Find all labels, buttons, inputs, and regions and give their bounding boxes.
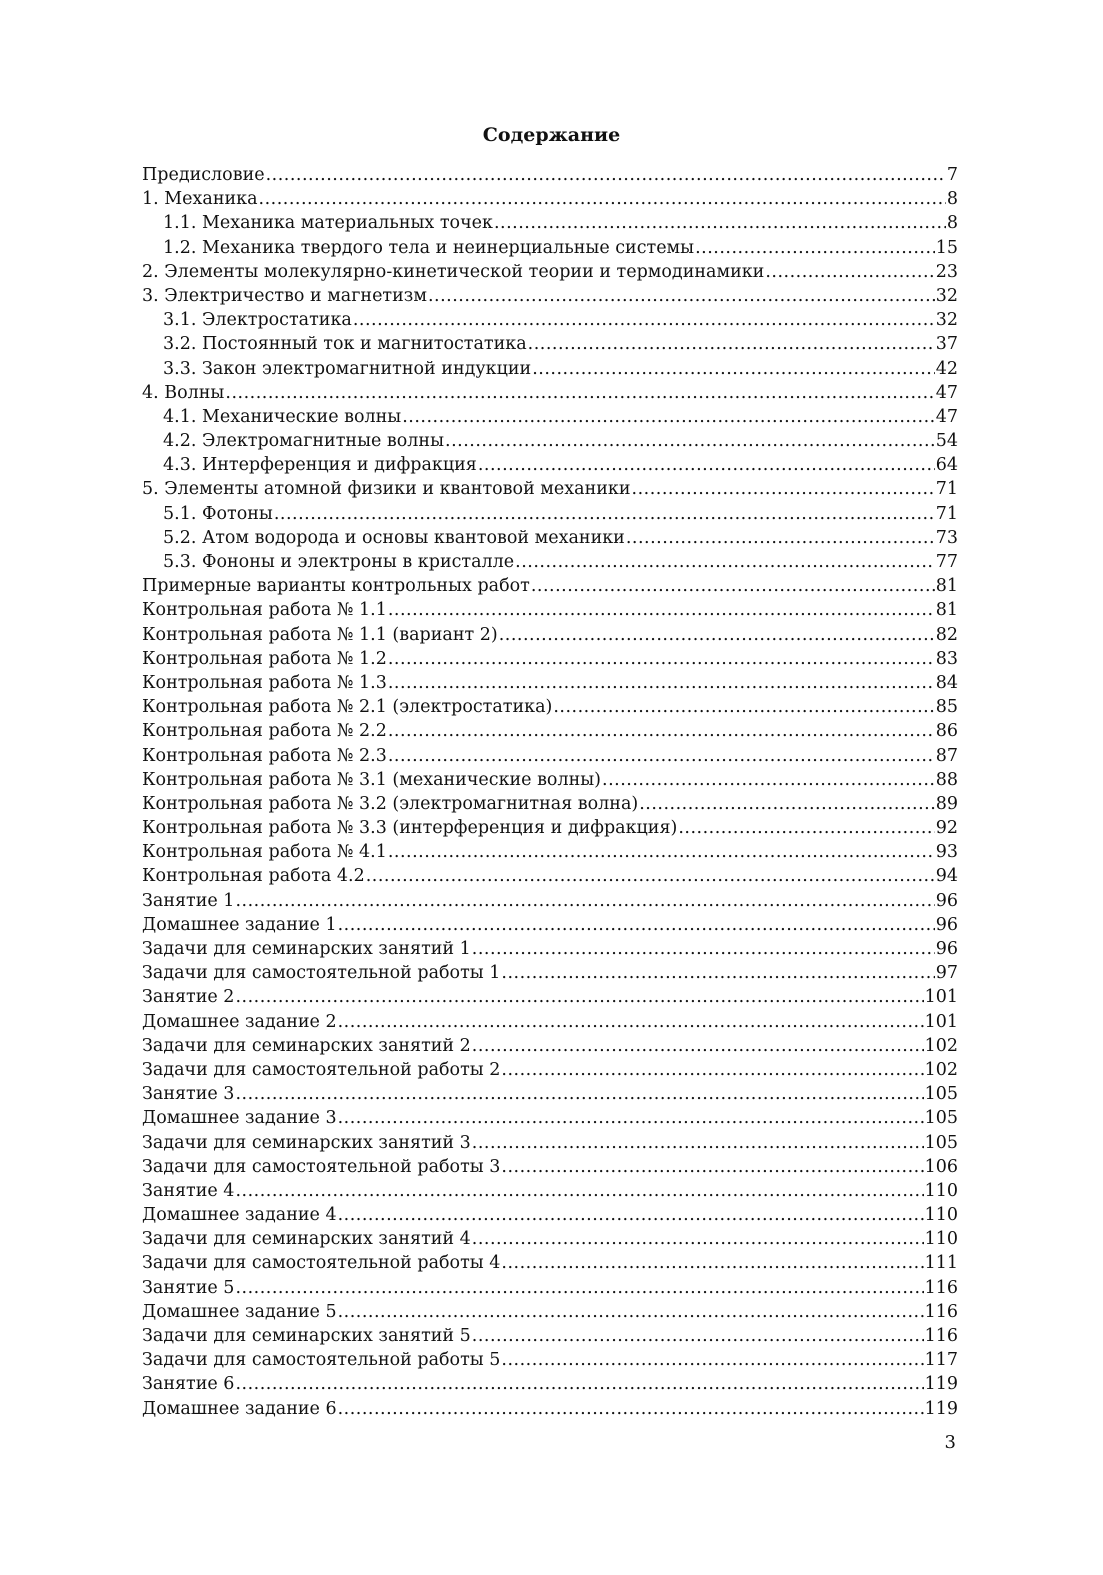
toc-entry-page: 94 — [935, 866, 958, 887]
toc-entry-label: 1. Механика — [142, 189, 258, 210]
dot-leader — [472, 1227, 924, 1251]
toc-entry-label: 5.2. Атом водорода и основы квантовой механики — [163, 527, 625, 548]
toc-entry-label: Задачи для семинарских занятий 5 — [142, 1326, 471, 1346]
dot-leader — [388, 744, 935, 768]
toc-entry[interactable] — [142, 1082, 958, 1106]
toc-entry[interactable] — [142, 357, 958, 381]
toc-entry-label: Задачи для самостоятельной работы 3 — [142, 1156, 501, 1177]
dot-leader — [235, 1372, 923, 1396]
toc-entry[interactable] — [142, 332, 958, 356]
toc-entry[interactable] — [142, 768, 958, 792]
toc-entry-page: 83 — [935, 648, 958, 669]
toc-entry-page: 8 — [946, 213, 958, 234]
toc-entry-page: 23 — [935, 261, 958, 282]
toc-entry-page: 116 — [924, 1277, 958, 1298]
dot-leader — [338, 913, 935, 937]
toc-entry-label: Предисловие — [142, 165, 265, 185]
toc-entry-label: 3.3. Закон электромагнитной индукции — [163, 358, 532, 379]
toc-entry-label: Домашнее задание 2 — [142, 1011, 337, 1032]
toc-entry[interactable] — [142, 1058, 958, 1082]
toc-entry-page: 37 — [935, 334, 958, 355]
toc-entry-page: 32 — [935, 285, 958, 306]
toc-entry-label: 3.2. Постоянный ток и магнитостатика — [163, 334, 527, 355]
toc-entry[interactable] — [142, 284, 958, 308]
toc-entry[interactable] — [142, 1131, 958, 1155]
toc-entry[interactable] — [142, 236, 958, 260]
toc-entry-page: 8 — [946, 189, 958, 210]
toc-entry-label: Контрольная работа № 1.1 — [142, 600, 387, 621]
toc-entry-label: Занятие 4 — [142, 1180, 235, 1201]
toc-entry-page: 110 — [924, 1229, 958, 1250]
toc-entry-label: Контрольная работа № 3.3 (интерференция и дифракция) — [142, 818, 678, 839]
dot-leader — [338, 1010, 924, 1034]
dot-leader — [338, 1300, 924, 1324]
dot-leader — [353, 308, 935, 332]
toc-entry-page: 96 — [935, 914, 958, 935]
toc-entry-page: 110 — [924, 1205, 958, 1226]
dot-leader — [626, 526, 935, 550]
toc-entry-label: Контрольная работа № 1.2 — [142, 648, 387, 669]
toc-entry[interactable] — [142, 550, 958, 574]
toc-entry-label: Задачи для семинарских занятий 4 — [142, 1229, 471, 1250]
dot-leader — [472, 1324, 924, 1348]
toc-entry-page: 42 — [935, 358, 958, 379]
toc-entry[interactable] — [142, 913, 958, 937]
toc-entry-label: Контрольная работа № 4.1 — [142, 842, 387, 863]
toc-entry-label: Занятие 2 — [142, 987, 235, 1008]
toc-entry[interactable] — [142, 453, 958, 477]
toc-entry-label: Занятие 1 — [142, 890, 235, 911]
toc-entry-page: 101 — [924, 1011, 958, 1032]
dot-leader — [602, 768, 935, 792]
toc-entry[interactable] — [142, 211, 958, 235]
dot-leader — [388, 598, 935, 622]
dot-leader — [632, 477, 935, 501]
toc-entry-label: 3. Электричество и магнетизм — [142, 285, 427, 306]
dot-leader — [494, 211, 946, 235]
toc-entry[interactable] — [142, 1348, 958, 1372]
toc-entry-label: Домашнее задание 5 — [142, 1301, 337, 1322]
dot-leader — [472, 937, 935, 961]
toc-entry-page: 32 — [935, 310, 958, 331]
toc-entry-page: 77 — [935, 552, 958, 572]
toc-entry[interactable] — [142, 1251, 958, 1275]
dot-leader — [639, 792, 934, 816]
toc-entry-label: Контрольная работа № 1.1 (вариант 2) — [142, 624, 498, 645]
toc-entry-label: Задачи для семинарских занятий 2 — [142, 1035, 471, 1056]
toc-entry-label: 5. Элементы атомной физики и квантовой механики — [142, 479, 631, 500]
toc-entry[interactable] — [142, 792, 958, 816]
dot-leader — [235, 985, 923, 1009]
toc-entry-page: 81 — [935, 600, 958, 621]
toc-entry-label: Занятие 3 — [142, 1084, 235, 1105]
dot-leader — [259, 187, 946, 211]
dot-leader — [338, 1203, 924, 1227]
toc-entry-page: 111 — [924, 1253, 958, 1274]
toc-entry-page: 88 — [935, 769, 958, 790]
dot-leader — [428, 284, 935, 308]
toc-entry-label: 4.1. Механические волны — [163, 406, 402, 427]
dot-leader — [402, 405, 935, 429]
dot-leader — [235, 1179, 923, 1203]
toc-entry[interactable] — [142, 1300, 958, 1324]
dot-leader — [388, 647, 935, 671]
toc-entry[interactable] — [142, 816, 958, 840]
toc-entry[interactable] — [142, 429, 958, 453]
toc-entry-label: Домашнее задание 4 — [142, 1205, 337, 1226]
toc-entry-page: 54 — [935, 431, 958, 452]
dot-leader — [388, 840, 935, 864]
dot-leader — [501, 1058, 923, 1082]
toc-entry[interactable] — [142, 695, 958, 719]
toc-entry-label: Примерные варианты контрольных работ — [142, 576, 530, 597]
dot-leader — [695, 236, 935, 260]
dot-leader — [445, 429, 935, 453]
toc-entry[interactable] — [142, 260, 958, 284]
toc-entry-page: 101 — [924, 987, 958, 1008]
toc-entry[interactable] — [142, 961, 958, 985]
toc-entry-page: 86 — [935, 721, 958, 742]
toc-entry-page: 87 — [935, 745, 958, 766]
toc-entry[interactable] — [142, 308, 958, 332]
toc-entry-page: 81 — [935, 576, 958, 597]
dot-leader — [388, 671, 935, 695]
toc-entry-page: 85 — [935, 697, 958, 718]
dot-leader — [274, 502, 935, 526]
dot-leader — [528, 332, 935, 356]
toc-entry-page: 106 — [924, 1156, 958, 1177]
dot-leader — [266, 163, 946, 187]
page-title: Содержание — [482, 124, 621, 146]
toc-entry-page: 105 — [924, 1108, 958, 1129]
toc-entry-label: 3.1. Электростатика — [163, 310, 352, 331]
toc-entry[interactable] — [142, 1372, 958, 1396]
dot-leader — [472, 1131, 924, 1155]
toc-entry-label: Задачи для самостоятельной работы 1 — [142, 963, 501, 984]
toc-entry-page: 47 — [935, 382, 958, 403]
toc-entry-label: Занятие 6 — [142, 1374, 235, 1395]
toc-entry[interactable] — [142, 1203, 958, 1227]
dot-leader — [225, 381, 934, 405]
dot-leader — [501, 1348, 923, 1372]
dot-leader — [366, 864, 935, 888]
toc-entry-label: Домашнее задание 3 — [142, 1108, 337, 1129]
toc-entry[interactable] — [142, 623, 958, 647]
dot-leader — [501, 1155, 923, 1179]
toc-entry-page: 105 — [924, 1084, 958, 1105]
toc-entry-page: 102 — [924, 1059, 958, 1080]
dot-leader — [531, 574, 935, 598]
toc-entry[interactable] — [142, 1010, 958, 1034]
toc-entry[interactable] — [142, 1106, 958, 1130]
toc-entry-label: 1.1. Механика материальных точек — [163, 213, 493, 234]
toc-entry[interactable] — [142, 163, 958, 187]
toc-entry[interactable] — [142, 1155, 958, 1179]
toc-entry-page: 15 — [935, 237, 958, 258]
toc-entry-page: 119 — [924, 1374, 958, 1395]
dot-leader — [235, 1082, 923, 1106]
toc-entry-page: 47 — [935, 406, 958, 427]
page-number: 3 — [944, 1432, 956, 1453]
toc-entry-page: 82 — [935, 624, 958, 645]
toc-entry[interactable] — [142, 1276, 958, 1300]
toc-entry-page: 71 — [935, 503, 958, 524]
toc-entry-label: Контрольная работа № 1.3 — [142, 672, 387, 693]
toc-entry[interactable] — [142, 477, 958, 501]
toc-entry[interactable] — [142, 405, 958, 429]
toc-entry-page: 64 — [935, 455, 958, 476]
dot-leader — [338, 1106, 924, 1130]
dot-leader — [501, 961, 934, 985]
toc-entry-label: Задачи для семинарских занятий 3 — [142, 1132, 471, 1153]
toc-entry-page: 89 — [935, 793, 958, 814]
toc-entry[interactable] — [142, 574, 958, 598]
toc-entry-label: Контрольная работа № 2.2 — [142, 721, 387, 742]
toc-entry[interactable] — [142, 381, 958, 405]
toc-entry-page: 96 — [935, 939, 958, 959]
toc-entry-page: 7 — [946, 165, 958, 185]
toc-entry-page: 110 — [924, 1180, 958, 1201]
toc-entry-label: Задачи для самостоятельной работы 4 — [142, 1253, 501, 1274]
dot-leader — [478, 453, 935, 477]
dot-leader — [338, 1397, 924, 1421]
toc-entry[interactable] — [142, 526, 958, 550]
toc-entry-label: Контрольная работа № 3.2 (электромагнитная волна) — [142, 793, 639, 814]
toc-entry[interactable] — [142, 937, 958, 961]
toc-entry[interactable] — [142, 1397, 958, 1421]
toc-entry[interactable] — [142, 1227, 958, 1251]
toc-entry-page: 119 — [924, 1398, 958, 1419]
dot-leader — [501, 1251, 923, 1275]
toc-entry-page: 97 — [935, 963, 958, 984]
toc-entry-page: 102 — [924, 1035, 958, 1056]
toc-entry[interactable] — [142, 502, 958, 526]
dot-leader — [765, 260, 934, 284]
toc-entry[interactable] — [142, 840, 958, 864]
toc-entry-page: 84 — [935, 672, 958, 693]
dot-leader — [235, 1276, 923, 1300]
toc-entry[interactable] — [142, 985, 958, 1009]
toc-entry-label: Задачи для самостоятельной работы 2 — [142, 1059, 501, 1080]
dot-leader — [499, 623, 935, 647]
dot-leader — [553, 695, 934, 719]
toc-entry-label: Задачи для самостоятельной работы 5 — [142, 1350, 501, 1371]
toc-entry-page: 71 — [935, 479, 958, 500]
toc-entry[interactable] — [142, 744, 958, 768]
toc-entry[interactable] — [142, 647, 958, 671]
toc-entry-label: 4.3. Интерференция и дифракция — [163, 455, 477, 476]
toc-entry[interactable] — [142, 671, 958, 695]
toc-entry-label: Контрольная работа № 3.1 (механические волны) — [142, 769, 602, 790]
toc-entry[interactable] — [142, 598, 958, 622]
dot-leader — [678, 816, 934, 840]
toc-entry[interactable] — [142, 719, 958, 743]
toc-entry-page: 105 — [924, 1132, 958, 1153]
toc-entry-label: Занятие 5 — [142, 1277, 235, 1298]
toc-entry-label: 1.2. Механика твердого тела и неинерциальные системы — [163, 237, 695, 258]
toc-entry-page: 73 — [935, 527, 958, 548]
dot-leader — [388, 719, 935, 743]
toc-entry-label: 5.1. Фотоны — [163, 503, 273, 524]
toc-entry-page: 92 — [935, 818, 958, 839]
toc-entry-label: 2. Элементы молекулярно-кинетической теории и термодинамики — [142, 261, 765, 282]
toc-entry-label: Контрольная работа № 2.3 — [142, 745, 387, 766]
toc-entry[interactable] — [142, 864, 958, 888]
toc-entry-label: 4. Волны — [142, 382, 225, 403]
dot-leader — [472, 1034, 924, 1058]
toc-entry[interactable] — [142, 187, 958, 211]
table-of-contents — [142, 163, 958, 1421]
toc-entry-page: 116 — [924, 1326, 958, 1346]
toc-entry-label: Домашнее задание 6 — [142, 1398, 337, 1419]
toc-entry-label: Домашнее задание 1 — [142, 914, 337, 935]
toc-entry-page: 116 — [924, 1301, 958, 1322]
toc-entry-label: Задачи для семинарских занятий 1 — [142, 939, 471, 959]
toc-entry-label: Контрольная работа № 2.1 (электростатика) — [142, 697, 553, 718]
toc-entry[interactable] — [142, 1179, 958, 1203]
toc-entry-label: 4.2. Электромагнитные волны — [163, 431, 445, 452]
dot-leader — [235, 889, 934, 913]
toc-entry-label: 5.3. Фононы и электроны в кристалле — [163, 552, 515, 572]
toc-entry-page: 93 — [935, 842, 958, 863]
toc-entry-label: Контрольная работа 4.2 — [142, 866, 365, 887]
dot-leader — [515, 550, 935, 574]
toc-entry[interactable] — [142, 889, 958, 913]
toc-entry[interactable] — [142, 1324, 958, 1348]
toc-entry-page: 96 — [935, 890, 958, 911]
dot-leader — [532, 357, 935, 381]
toc-entry-page: 117 — [924, 1350, 958, 1371]
toc-entry[interactable] — [142, 1034, 958, 1058]
